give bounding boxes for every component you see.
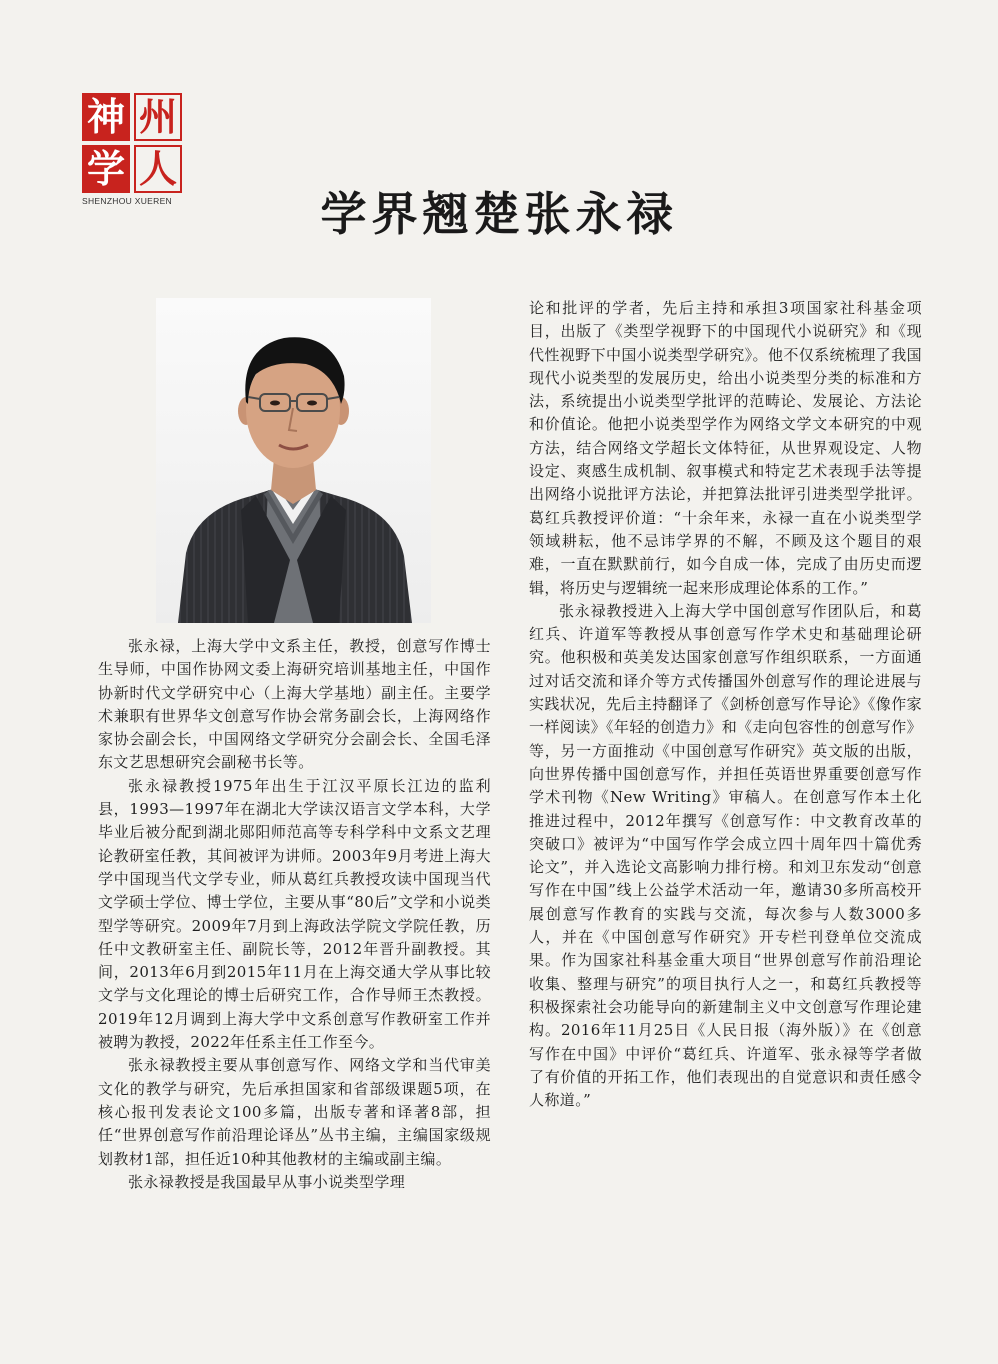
paragraph-typology-continued: 论和批评的学者，先后主持和承担3项国家社科基金项目，出版了《类型学视野下的中国现代小说研究》和《现代性视野下中国小说类型学研究》。他不仅系统梳理了我国现代小说类型的发展历史，给出小说类型分类的标准和方法，系统提出小说类型学批评的范畴论、发展论、方法论和价值论。他把小说类型学作为网络文学文本研究的中观方法，结合网络文学超长文体特征，从世界观设定、人物设定、爽感生成机制、叙事模式和特定艺术表现手法等提出网络小说批评方法论，并把算法批评引进类型学批评。葛红兵教授评价道：“十余年来，永禄一直在小说类型学领域耕耘，他不忌讳学界的不解，不顾及这个题目的艰难，一直在默默前行，如今自成一体，完成了由历史而逻辑，将历史与逻辑统一起来形成理论体系的工作。” bbox=[529, 299, 922, 597]
left-column bbox=[98, 635, 491, 1194]
portrait-photo bbox=[156, 298, 431, 623]
article-title: 学界翘楚张永禄 bbox=[320, 187, 678, 241]
paragraph-intro: 张永禄，上海大学中文系主任，教授，创意写作博士生导师，中国作协网文委上海研究培训基地主任，中国作协新时代文学研究中心（上海大学基地）副主任。主要学术兼职有世界华文创意写作协会常务副会长，上海网络作家协会副会长，中国网络文学研究分会副会长、全国毛泽东文艺思想研究会副秘书长等。 bbox=[98, 637, 491, 772]
logo-char-ren: 人 bbox=[134, 145, 182, 193]
paragraph-research: 张永禄教授主要从事创意写作、网络文学和当代审美文化的教学与研究，先后承担国家和省部级课题5项，在核心报刊发表论文100多篇，出版专著和译著8部，担任“世界创意写作前沿理论译丛”丛书主编，主编国家级规划教材1部，担任近10种其他教材的主编或副主编。 bbox=[98, 1056, 491, 1168]
right-column bbox=[529, 297, 922, 1112]
paragraph-career: 张永禄教授1975年出生于江汉平原长江边的监利县，1993—1997年在湖北大学读汉语言文学本科，大学毕业后被分配到湖北郧阳师范高等专科学科中文系文艺理论教研室任教，其间被评为讲师。2003年9月考进上海大学中国现当代文学专业，师从葛红兵教授攻读中国现当代文学硕士学位、博士学位，主要从事“80后”文学和小说类型学等研究。2009年7月到上海政法学院文学院任教，历任中文教研室主任、副院长等，2012年晋升副教授。其间，2013年6月到2015年11月在上海交通大学从事比较文学与文化理论的博士后研究工作，合作导师王杰教授。2019年12月调到上海大学中文系创意写作教研室工作并被聘为教授，2022年任系主任工作至今。 bbox=[98, 776, 491, 1052]
paragraph-creative-writing: 张永禄教授进入上海大学中国创意写作团队后，和葛红兵、许道军等教授从事创意写作学术史和基础理论研究。他积极和英美发达国家创意写作组织联系，一方面通过对话交流和译介等方式传播国外创意写作的理论进展与实践状况，先后主持翻译了《剑桥创意写作导论》《像作家一样阅读》《年轻的创造力》和《走向包容性的创意写作》等，另一方面推动《中国创意写作研究》英文版的出版，向世界传播中国创意写作，并担任英语世界重要创意写作学术刊物《New Writing》审稿人。在创意写作本土化推进过程中，2012年撰写《创意写作：中文教育改革的突破口》被评为“中国写作学会成立四十周年四十篇优秀论文”，并入选论文高影响力排行榜。和刘卫东发动“创意写作在中国”线上公益学术活动一年，邀请30多所高校开展创意写作教育的实践与交流，每次参与人数3000多人，并在《中国创意写作研究》开专栏刊登单位交流成果。作为国家社科基金重大项目“世界创意写作前沿理论收集、整理与研究”的项目执行人之一，和葛红兵教授等积极探索社会功能导向的新建制主义中文创意写作理论建构。2016年11月25日《人民日报（海外版）》在《创意写作在中国》中评价“葛红兵、许道军、张永禄等学者做了有价值的开拓工作，他们表现出的自觉意识和责任感令人称道。” bbox=[529, 601, 922, 1110]
portrait-illustration bbox=[156, 298, 431, 623]
logo-char-xue: 学 bbox=[82, 145, 130, 193]
logo-char-shen: 神 bbox=[82, 93, 130, 141]
paragraph-typology-start: 张永禄教授是我国最早从事小说类型学理 bbox=[128, 1172, 406, 1191]
logo-char-zhou: 州 bbox=[134, 93, 182, 141]
logo-subtitle: SHENZHOU XUEREN bbox=[82, 196, 172, 206]
